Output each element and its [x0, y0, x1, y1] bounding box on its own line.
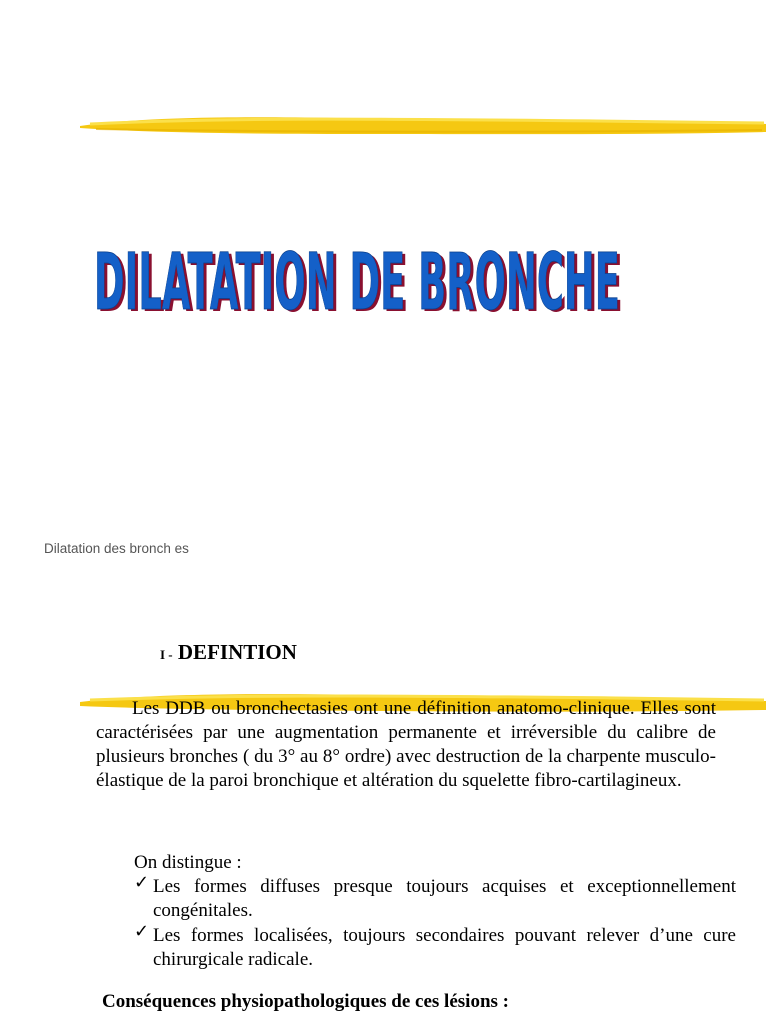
- consequences-heading: Conséquences physiopathologiques de ces lésions :: [102, 991, 509, 1012]
- checkmark-icon: ✓: [134, 921, 150, 942]
- highlighter-stroke-top: [76, 110, 768, 140]
- distinguish-intro: On distingue :: [134, 852, 242, 873]
- list-item-text: Les formes diffuses presque toujours acquises et exceptionnellement congénitales.: [153, 876, 736, 921]
- section-number: I -: [160, 647, 173, 662]
- slide-title-text: DILATATION DE BRONCHE: [94, 238, 620, 323]
- definition-text: Les DDB ou bronchectasies ont une définition anatomo-clinique. Elles sont caractérisées par une augmentation permanente et irréversible du calibre de plusieurs bronches ( du 3° au 8° ordre) avec destruction de la charpente musculo-élastique de la paroi bronchique et altération du squelette fibro-cartilagineux.: [96, 698, 716, 791]
- section-title: DEFINTION: [177, 640, 297, 664]
- definition-paragraph: [96, 697, 716, 793]
- list-item-text: Les formes localisées, toujours secondaires pouvant relever d’une cure chirurgicale radicale.: [153, 925, 736, 970]
- list-item: [134, 872, 736, 923]
- section-heading: [160, 640, 297, 665]
- checkmark-icon: ✓: [134, 872, 150, 893]
- slide-title: [93, 223, 633, 323]
- slide-title-shadow: DILATATION DE BRONCHE: [97, 240, 623, 323]
- list-item: [134, 921, 736, 972]
- slide-footer-caption: Dilatation des bronch es: [44, 541, 189, 556]
